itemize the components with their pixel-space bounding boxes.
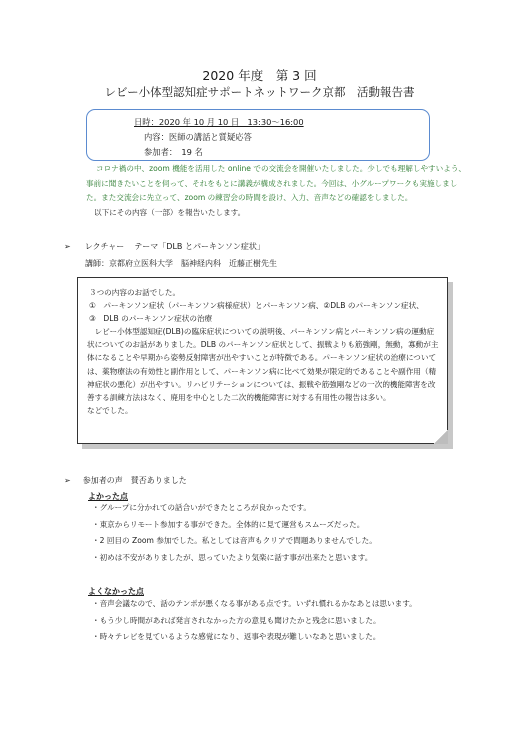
list-item: ・初めは不安がありましたが、思っていたより気楽に話す事が出来たと思います。 (92, 552, 373, 562)
voices-label: 参加者の声 賛否ありました (82, 476, 187, 485)
lecture-summary-box (77, 277, 448, 444)
arrow-bullet-icon: ➢ (64, 476, 71, 485)
list-item: ・もう少し時間があれば発言されなかった方の意見も聞けたかと残念に思いました。 (92, 615, 381, 625)
event-info-box (86, 109, 430, 161)
event-participants: 参加者： 19 名 (144, 147, 203, 157)
intro-followup: 以下にその内容（一部）を報告いたします。 (94, 208, 246, 218)
list-item: ・東京からリモート参加する事ができた。全体的に見て運営もスムーズだった。 (92, 519, 365, 529)
lecture-theme: テーマ「DLB とパーキンソン症状」 (134, 242, 265, 251)
event-content: 内容：医師の講話と質疑応答 (144, 132, 252, 142)
list-item: ・音声会議なので、話のテンポが悪くなる事がある点です。いずれ慣れるかなあとは思います。 (92, 599, 417, 608)
report-title-main: レビー小体型認知症サポートネットワーク京都 活動報告書 (104, 85, 415, 99)
good-points-heading: よかった点 (88, 492, 128, 501)
event-date: 日時：2020 年 10 月 10 日 13:30～16:00 (134, 117, 304, 127)
lecture-heading (64, 241, 265, 252)
good-points-list (92, 500, 377, 566)
bad-points-list (92, 596, 417, 646)
page-curl-decoration (434, 430, 448, 444)
report-title-year: 2020 年度 第 3 回 (202, 68, 317, 83)
lecture-body: レビー小体型認知症(DLB)の臨床症状についての説明後、パーキンソン病とパーキンソン病の運動症状についてのお話がありました。DLB のパーキンソン症状として、振戦よりも筋強剛，無動，寡動が主体になることや早期から姿勢反射障害が出やすいことが特徴である。パーキンソン症状の治療については、薬物療法の有効性と副作用として、パーキンソン病に比べて効果が限定的であることや副作用（精神症状の悪化）が出やすい。リハビリテーションについては、振戦や筋強剛などの一次的機能障害を改善する訓練方法はなく、廃用を中心とした二次的機能障害に対する有用性の報告は多い。 (87, 327, 439, 402)
voices-heading (64, 475, 187, 486)
list-item: ・時々テレビを見ているような感覚になり、返事や表現が難しいなあと思いました。 (92, 632, 381, 642)
list-item: ・グループに分かれての話合いができたところが良かったです。 (92, 503, 311, 512)
lecture-line: ３つの内容のお話でした。 (89, 288, 181, 297)
intro-text: コロナ禍の中、zoom 機能を活用した online での交流会を開催いたしました。少しでも理解しやすいよう、事前に聞きたいことを伺って、それをもとに講義が構成されました。今回は、小グループワークも実施しました。また交流会に先立って、zoom の練習会の時間を設け、入力、音声などの確認をしました。 (86, 164, 467, 203)
intro-paragraph (86, 162, 466, 221)
lecturer-name: 講師：京都府立医科大学 脳神経内科 近藤正樹先生 (85, 259, 277, 268)
lecture-line: ① パーキンソン症状（パーキンソン病様症状）とパーキンソン病、②DLB のパーキンソン症状、 (89, 301, 424, 311)
arrow-bullet-icon: ➢ (64, 242, 71, 251)
lecture-label: レクチャー (84, 242, 125, 251)
lecture-line: ③ DLB のパーキンソン症状の治療 (89, 314, 213, 324)
bad-points-heading: よくなかった点 (88, 587, 144, 596)
lecture-line: などでした。 (87, 405, 133, 415)
list-item: ・2 回目の Zoom 参加でした。私としては音声もクリアで問題ありませんでした。 (92, 536, 377, 546)
